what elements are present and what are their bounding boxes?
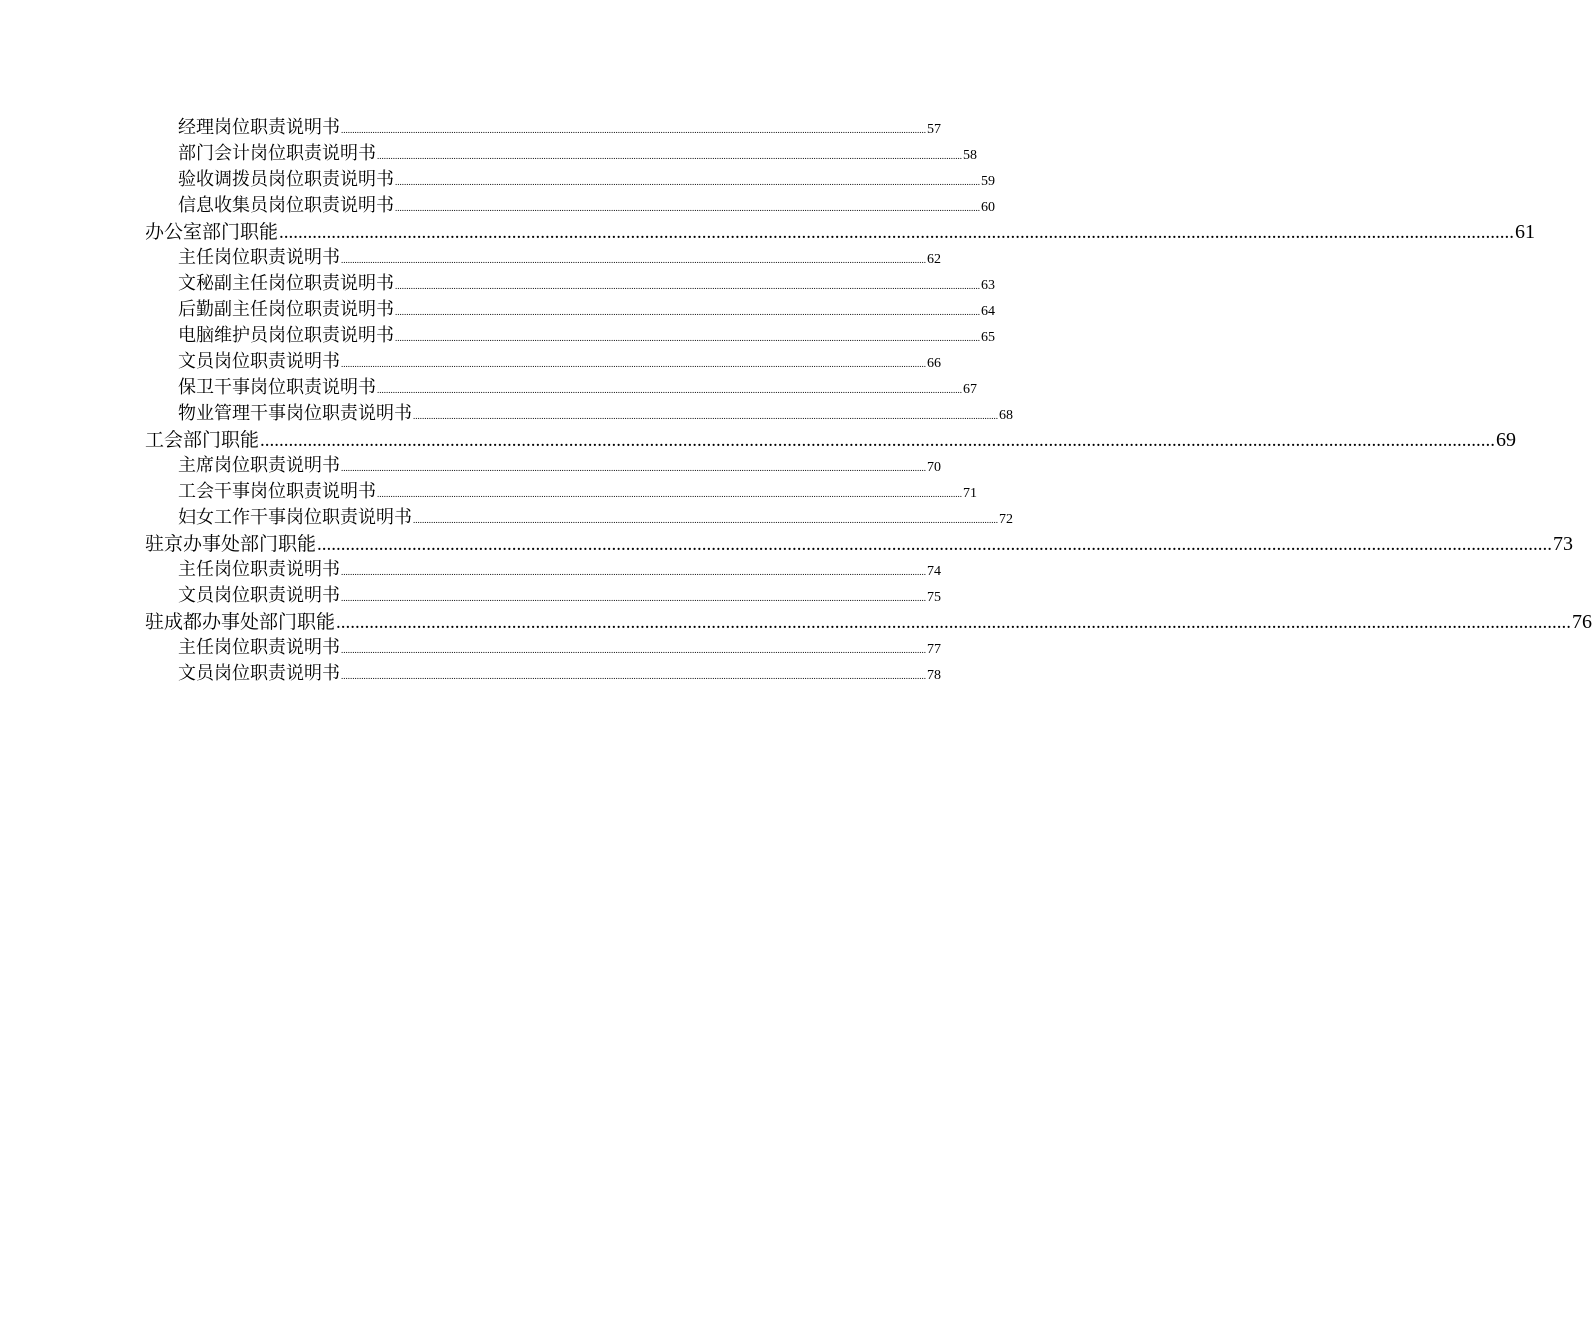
toc-entry-title: 文秘副主任岗位职责说明书 [178,273,394,294]
toc-entry[interactable] [0,635,941,661]
toc-entry-title: 物业管理干事岗位职责说明书 [178,403,412,424]
toc-entry[interactable] [0,583,941,609]
toc-dot-leader: .................................................................................................................................................................................................................................................................... [395,281,980,291]
toc-dot-leader: .................................................................................................................................................................................................................................................................... [341,463,926,473]
toc-dot-leader: .................................................................................................................................................................................................................................................................... [341,255,926,265]
toc-entry[interactable] [0,323,995,349]
toc-entry[interactable] [0,479,977,505]
toc-section-heading[interactable] [0,219,1536,245]
toc-page-number: 64 [981,304,995,319]
toc-section-title: 驻成都办事处部门职能 [145,611,336,633]
toc-entry[interactable] [0,115,941,141]
toc-dot-leader: .................................................................................................................................................................................................................................................................... [341,671,926,681]
toc-dot-leader: .................................................................................................................................................................................................................................................................... [341,359,926,369]
toc-dot-leader: .................................................................................................................................................................................................................................................................... [341,645,926,655]
toc-entry[interactable] [0,193,995,219]
table-of-contents [0,115,1592,687]
toc-dot-leader: .................................................................................................................................................................................................................................................................... [279,222,1515,243]
toc-page-number: 62 [927,252,941,267]
toc-entry-title: 经理岗位职责说明书 [178,117,340,138]
toc-entry-title: 部门会计岗位职责说明书 [178,143,376,164]
toc-entry[interactable] [0,141,977,167]
toc-entry-title: 主任岗位职责说明书 [178,247,340,268]
toc-entry[interactable] [0,297,995,323]
toc-entry-title: 妇女工作干事岗位职责说明书 [178,507,412,528]
toc-page-number: 61 [1515,221,1536,243]
toc-page-number: 57 [927,122,941,137]
toc-section-heading[interactable] [0,609,1592,635]
toc-dot-leader: .................................................................................................................................................................................................................................................................... [395,177,980,187]
toc-dot-leader: .................................................................................................................................................................................................................................................................... [377,385,962,395]
toc-page-number: 59 [981,174,995,189]
toc-dot-leader: .................................................................................................................................................................................................................................................................... [341,567,926,577]
toc-entry-title: 工会干事岗位职责说明书 [178,481,376,502]
toc-entry-title: 主任岗位职责说明书 [178,637,340,658]
toc-entry[interactable] [0,375,977,401]
toc-page-number: 70 [927,460,941,475]
toc-entry-title: 文员岗位职责说明书 [178,585,340,606]
toc-page-number: 68 [999,408,1013,423]
toc-entry-title: 文员岗位职责说明书 [178,351,340,372]
toc-entry-title: 信息收集员岗位职责说明书 [178,195,394,216]
toc-page-number: 78 [927,668,941,683]
toc-dot-leader: .................................................................................................................................................................................................................................................................... [260,430,1496,451]
toc-section-heading[interactable] [0,427,1517,453]
toc-page-number: 65 [981,330,995,345]
toc-entry[interactable] [0,557,941,583]
toc-page-number: 58 [963,148,977,163]
toc-entry[interactable] [0,505,1013,531]
toc-page-number: 74 [927,564,941,579]
toc-dot-leader: .................................................................................................................................................................................................................................................................... [395,333,980,343]
toc-dot-leader: .................................................................................................................................................................................................................................................................... [377,151,962,161]
toc-entry[interactable] [0,245,941,271]
toc-page-number: 60 [981,200,995,215]
toc-page-number: 77 [927,642,941,657]
toc-entry[interactable] [0,401,1013,427]
toc-entry-title: 主席岗位职责说明书 [178,455,340,476]
toc-page-number: 75 [927,590,941,605]
toc-dot-leader: .................................................................................................................................................................................................................................................................... [341,125,926,135]
toc-page-number: 71 [963,486,977,501]
toc-page-number: 66 [927,356,941,371]
toc-dot-leader: .................................................................................................................................................................................................................................................................... [413,411,998,421]
toc-page-number: 76 [1572,611,1592,633]
toc-section-title: 工会部门职能 [145,429,260,451]
toc-section-title: 驻京办事处部门职能 [145,533,317,555]
toc-page-number: 72 [999,512,1013,527]
toc-entry-title: 后勤副主任岗位职责说明书 [178,299,394,320]
toc-dot-leader: .................................................................................................................................................................................................................................................................... [395,307,980,317]
toc-section-heading[interactable] [0,531,1574,557]
toc-entry[interactable] [0,349,941,375]
toc-page-number: 69 [1496,429,1517,451]
toc-dot-leader: .................................................................................................................................................................................................................................................................... [336,612,1572,633]
toc-entry-title: 文员岗位职责说明书 [178,663,340,684]
toc-dot-leader: .................................................................................................................................................................................................................................................................... [395,203,980,213]
toc-entry[interactable] [0,167,995,193]
toc-entry-title: 主任岗位职责说明书 [178,559,340,580]
toc-entry-title: 验收调拨员岗位职责说明书 [178,169,394,190]
toc-dot-leader: .................................................................................................................................................................................................................................................................... [377,489,962,499]
toc-page-number: 73 [1553,533,1574,555]
toc-page-number: 63 [981,278,995,293]
toc-page-number: 67 [963,382,977,397]
toc-entry[interactable] [0,271,995,297]
toc-dot-leader: .................................................................................................................................................................................................................................................................... [341,593,926,603]
toc-entry[interactable] [0,661,941,687]
toc-entry[interactable] [0,453,941,479]
toc-section-title: 办公室部门职能 [145,221,279,243]
toc-entry-title: 电脑维护员岗位职责说明书 [178,325,394,346]
toc-entry-title: 保卫干事岗位职责说明书 [178,377,376,398]
toc-dot-leader: .................................................................................................................................................................................................................................................................... [413,515,998,525]
toc-dot-leader: .................................................................................................................................................................................................................................................................... [317,534,1553,555]
